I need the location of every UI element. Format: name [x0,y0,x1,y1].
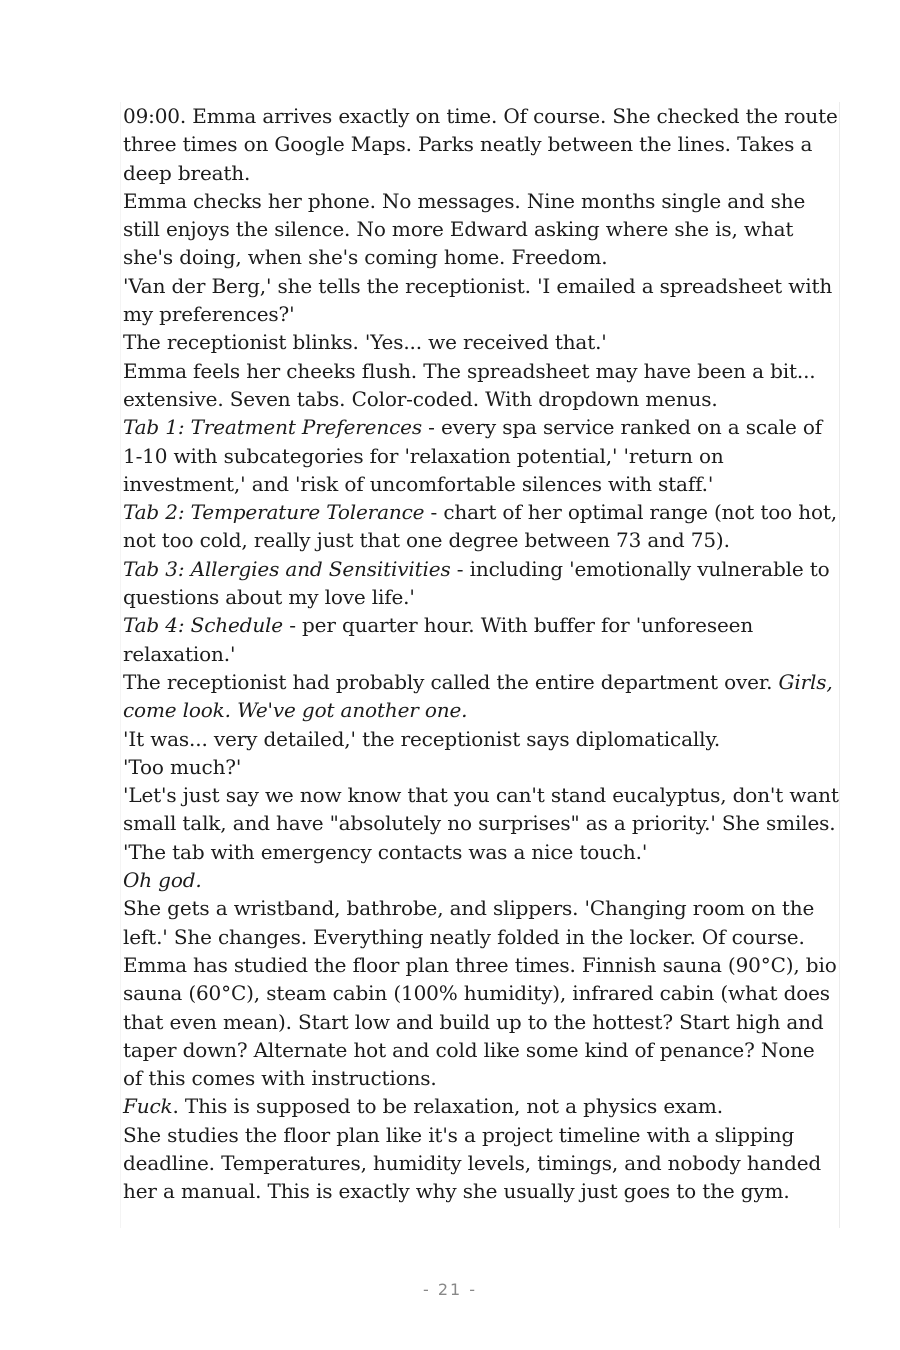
italic-text: Girls, come look. We've got another one. [123,669,833,723]
page-number: - 21 - [422,1280,478,1299]
paragraph: Tab 3: Allergies and Sensitivities - including 'emotionally vulnerable to questions about my love life.' [123,556,830,610]
paragraph: 'Van der Berg,' she tells the receptionist. 'I emailed a spreadsheet with my preferences?' [123,273,833,327]
paragraph: Tab 1: Treatment Preferences - every spa service ranked on a scale of 1-10 with subcategories for 'relaxation potential,' 'return on investment,' and 'risk of uncomfortable silences with staff.' [123,415,823,496]
paragraph: Tab 4: Schedule - per quarter hour. With buffer for 'unforeseen relaxation.' [123,613,754,666]
paragraph: The receptionist had probably called the entire department over. Girls, come look. We've got another one. [123,669,833,723]
italic-text: Tab 1: Treatment Preferences [123,415,422,440]
paragraph: The receptionist blinks. 'Yes... we received that.' [123,330,607,355]
paragraph: 'Too much?' [123,754,242,779]
italic-text: Fuck [123,1094,173,1119]
italic-text: Tab 3: Allergies and Sensitivities [123,556,451,581]
paragraph: Emma feels her cheeks flush. The spreadsheet may have been a bit... extensive. Seven tabs. Color-coded. With dropdown menus. [123,358,816,411]
italic-text: Tab 2: Temperature Tolerance [123,500,425,525]
paragraph [123,866,839,894]
body-text [120,102,840,1228]
paragraph: She studies the floor plan like it's a project timeline with a slipping deadline. Temperatures, humidity levels, timings, and nobody handed her a manual. This is exactly why she usually just goes to the gym. [123,1122,822,1204]
paragraph: 'Let's just say we now know that you can't stand eucalyptus, don't want small talk, and have "absolutely no surprises" as a priority.' She smiles. 'The tab with emergency contacts was a nice touch.' [123,783,839,864]
paragraph: 'It was... very detailed,' the receptionist says diplomatically. [123,726,721,751]
italic-text: Tab 4: Schedule [123,613,283,638]
paragraph: Emma checks her phone. No messages. Nine months single and she still enjoys the silence. No more Edward asking where she is, what she's doing, when she's coming home. Freedom. [123,188,806,270]
paragraph: She gets a wristband, bathrobe, and slippers. 'Changing room on the left.' She changes. Everything neatly folded in the locker. Of course. [123,896,815,949]
paragraph: Emma has studied the floor plan three times. Finnish sauna (90°C), bio sauna (60°C), steam cabin (100% humidity), infrared cabin (what does that even mean). Start low and build up to the hottest? Start high and taper down? Alternate hot and cold like some kind of penance? None of this comes with instructions. [123,952,837,1091]
paragraph: 09:00. Emma arrives exactly on time. Of course. She checked the route three times on Google Maps. Parks neatly between the lines. Takes a deep breath. [123,104,838,185]
paragraph: Tab 2: Temperature Tolerance - chart of her optimal range (not too hot, not too cold, really just that one degree between 73 and 75). [123,500,837,553]
italic-text: Oh god. [123,868,202,893]
paragraph: Fuck. This is supposed to be relaxation, not a physics exam. [123,1094,723,1119]
